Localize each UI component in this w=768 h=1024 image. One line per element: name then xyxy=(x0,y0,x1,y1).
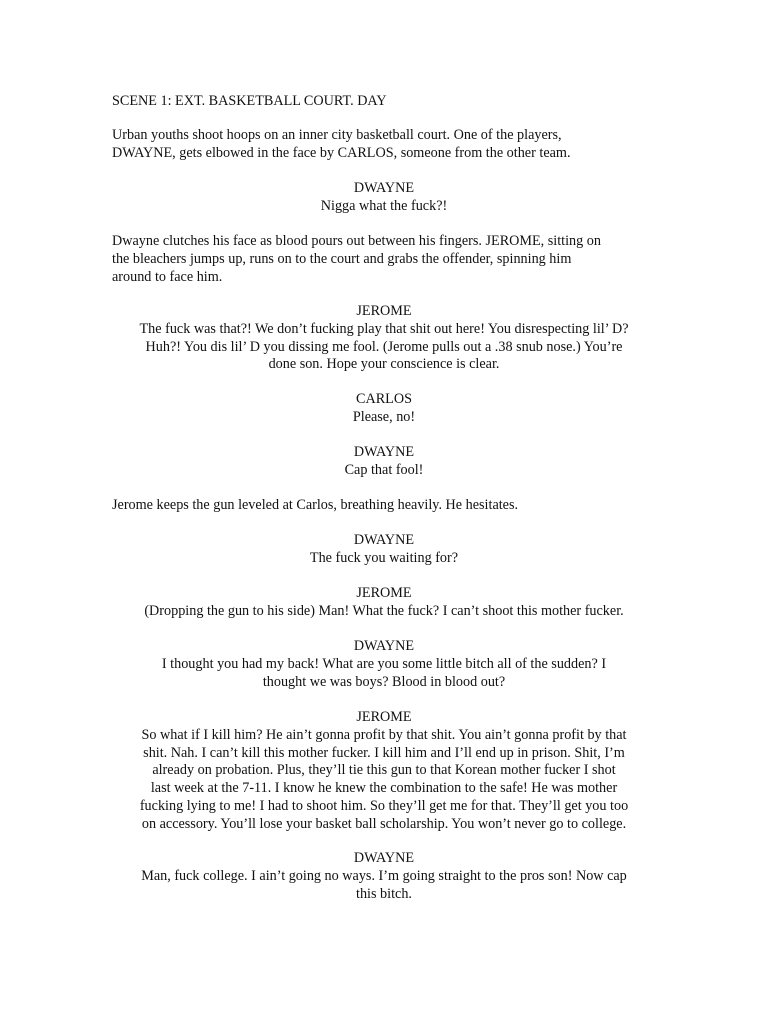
dialogue-block-3 xyxy=(104,391,664,427)
dialogue-line: this bitch. xyxy=(356,885,412,902)
action-line: Dwayne clutches his face as blood pours out between his fingers. JEROME, sitting on xyxy=(112,233,601,249)
dialogue-line: shit. Nah. I can’t kill this mother fucker. I kill him and I’ll end up in prison. Shit, I’m xyxy=(143,744,625,761)
dialogue-line: Man, fuck college. I ain’t going no ways. I’m going straight to the pros son! Now cap xyxy=(141,867,627,884)
character-name: DWAYNE xyxy=(353,850,415,866)
character-name: DWAYNE xyxy=(353,638,415,654)
dialogue-block-2 xyxy=(104,303,664,374)
action-block-2 xyxy=(112,233,652,286)
dialogue-line: last week at the 7-11. I know he knew the combination to the safe! He was mother xyxy=(150,780,618,797)
dialogue-line: The fuck was that?! We don’t fucking play that shit out here! You disrespecting lil’ D? xyxy=(139,320,629,337)
character-name: DWAYNE xyxy=(353,532,415,548)
dialogue-line: on accessory. You’ll lose your basket ball scholarship. You won’t never go to college. xyxy=(141,815,627,832)
dialogue-block-5 xyxy=(104,532,664,568)
action-line: around to face him. xyxy=(112,268,223,285)
dialogue-line: I thought you had my back! What are you some little bitch all of the sudden? I xyxy=(161,655,607,672)
dialogue-block-6 xyxy=(104,585,664,621)
dialogue-line: thought we was boys? Blood in blood out? xyxy=(262,673,506,690)
dialogue-block-1 xyxy=(104,180,664,216)
dialogue-line: The fuck you waiting for? xyxy=(309,549,459,566)
dialogue-line: Huh?! You dis lil’ D you dissing me fool. (Jerome pulls out a .38 snub nose.) You’re xyxy=(145,338,623,355)
character-name: JEROME xyxy=(356,585,412,601)
character-name: JEROME xyxy=(356,303,412,319)
scene-heading-text: SCENE 1: EXT. BASKETBALL COURT. DAY xyxy=(112,93,387,109)
dialogue-line: fucking lying to me! I had to shoot him. So they’ll get me for that. They’ll get you too xyxy=(139,797,629,814)
action-block-1 xyxy=(112,127,652,163)
dialogue-block-7 xyxy=(104,638,664,691)
dialogue-line: already on probation. Plus, they’ll tie this gun to that Korean mother fucker I shot xyxy=(152,762,616,779)
character-name: JEROME xyxy=(356,709,412,725)
dialogue-line: So what if I kill him? He ain’t gonna profit by that shit. You ain’t gonna profit by that xyxy=(141,726,627,743)
dialogue-block-9 xyxy=(104,850,664,903)
action-block-3 xyxy=(112,497,652,515)
dialogue-block-4 xyxy=(104,444,664,480)
scene-heading xyxy=(112,93,652,111)
character-name: DWAYNE xyxy=(353,444,415,460)
action-line: the bleachers jumps up, runs on to the court and grabs the offender, spinning him xyxy=(112,250,572,267)
dialogue-block-8 xyxy=(104,709,664,834)
dialogue-line: Nigga what the fuck?! xyxy=(320,197,448,214)
action-line: DWAYNE, gets elbowed in the face by CARLOS, someone from the other team. xyxy=(112,144,571,161)
dialogue-line: Please, no! xyxy=(352,408,416,425)
character-name: DWAYNE xyxy=(353,180,415,196)
dialogue-line: Cap that fool! xyxy=(344,461,424,478)
action-line: Urban youths shoot hoops on an inner city basketball court. One of the players, xyxy=(112,127,562,143)
dialogue-line: done son. Hope your conscience is clear. xyxy=(268,356,500,373)
action-line: Jerome keeps the gun leveled at Carlos, breathing heavily. He hesitates. xyxy=(112,497,519,513)
character-name: CARLOS xyxy=(356,391,412,407)
dialogue-line: (Dropping the gun to his side) Man! What the fuck? I can’t shoot this mother fucker. xyxy=(144,602,624,619)
